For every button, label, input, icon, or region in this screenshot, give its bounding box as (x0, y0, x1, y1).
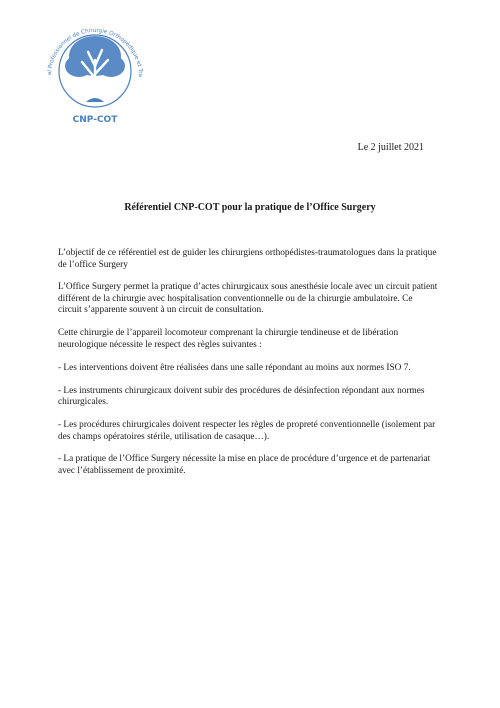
document-date: Le 2 juillet 2021 (357, 142, 424, 153)
paragraph-rules-intro: Cette chirurgie de l’appareil locomoteur comprenant la chirurgie tendineuse et de libération neurologique nécessite le respect des règles suivantes : (58, 327, 399, 350)
rule-item-iso7: - Les interventions doivent être réalisées dans une salle répondant au moins aux normes ISO 7. (58, 363, 411, 374)
paragraph-definition: L’Office Surgery permet la pratique d’actes chirurgicaux sous anesthésie locale avec un circuit patient différent de la chirurgie avec hospitalisation conventionnelle ou de la chirurgie ambulatoire. Ce circuit s’apparente souvent à un circuit de consultation. (58, 282, 438, 316)
rule-item-emergency: - La pratique de l’Office Surgery nécessite la mise en place de procédure d’urgence et de partenariat avec l’établissement de proximité. (58, 454, 431, 476)
document-body (58, 248, 438, 488)
paragraph-intro: L’objectif de ce référentiel est de guider les chirurgiens orthopédistes-traumatologues dans la pratique de l’office Surgery (58, 248, 437, 270)
cnp-cot-logo (34, 16, 156, 130)
logo-arc-text: al Professionnel de Chirurgie Orthopédique et Tra (46, 27, 144, 78)
rule-item-instruments: - Les instruments chirurgicaux doivent subir des procédures de désinfection répondant aux normes chirurgicales. (58, 385, 425, 408)
logo-acronym: CNP-COT (72, 115, 118, 125)
rule-item-procedures: - Les procédures chirurgicales doivent respecter les règles de propreté conventionnelle (isolement par des champs opératoires stérile, utilisation de casaque…). (58, 419, 436, 442)
document-title: Référentiel CNP-COT pour la pratique de l’Office Surgery (124, 202, 376, 213)
